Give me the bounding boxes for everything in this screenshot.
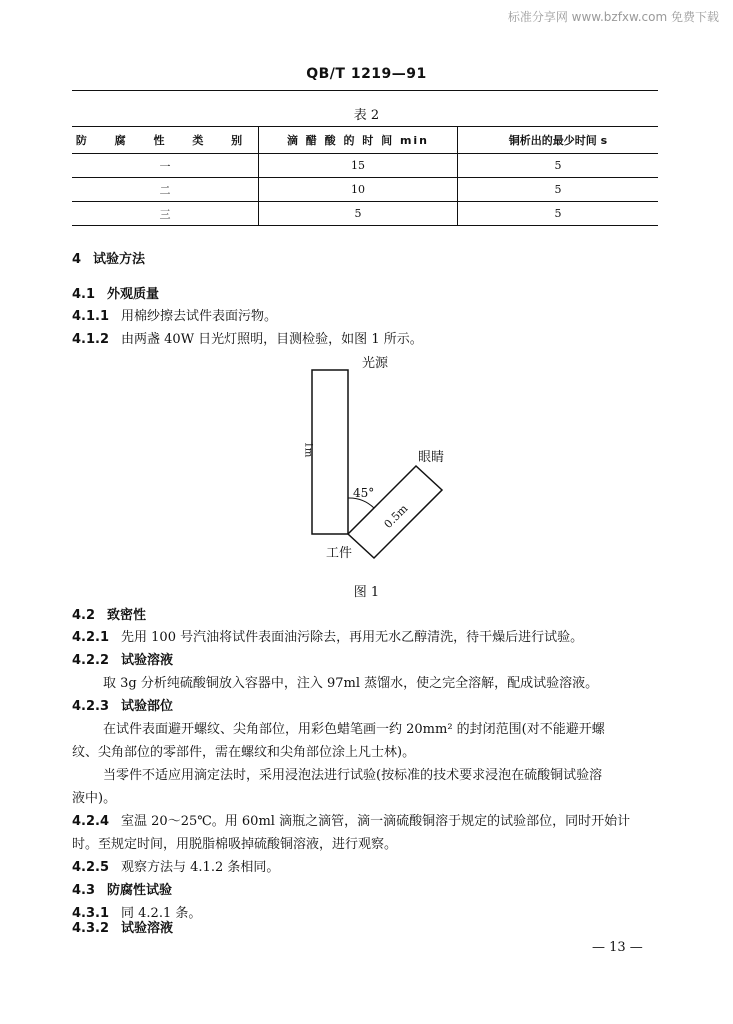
distance-1m-label: 1m bbox=[302, 441, 314, 458]
table-row bbox=[72, 178, 658, 202]
eye-label: 眼睛 bbox=[418, 450, 445, 465]
distance-05m-label: 0.5m bbox=[381, 502, 411, 531]
section-number: 4.2 bbox=[72, 608, 96, 623]
table-cell: 一 bbox=[72, 154, 259, 178]
col-header-copper-time: 铜析出的最少时间 s bbox=[458, 127, 659, 154]
section-number: 4.3 bbox=[72, 883, 96, 898]
table-cell: 5 bbox=[458, 202, 659, 226]
table-caption: 表 2 bbox=[353, 108, 380, 123]
workpiece-label: 工件 bbox=[326, 546, 353, 561]
section-title: 试验溶液 bbox=[121, 921, 174, 936]
section-number: 4 bbox=[72, 252, 82, 267]
section-number: 4.3.2 bbox=[72, 921, 110, 936]
figure-1-diagram bbox=[290, 350, 470, 580]
section-text: 由两盏 40W 日光灯照明，目测检验，如图 1 所示。 bbox=[121, 332, 423, 347]
section-title: 外观质量 bbox=[107, 287, 160, 302]
corrosion-class-table bbox=[72, 126, 658, 226]
section-4-2-3-paragraph-2-line-1: 当零件不适应用滴定法时，采用浸泡法进行试验(按标准的技术要求浸泡在硫酸铜试验溶 bbox=[103, 768, 603, 783]
section-4-3-heading bbox=[72, 879, 172, 898]
page-number: — 13 — bbox=[592, 940, 643, 955]
section-number: 4.1.2 bbox=[72, 332, 110, 347]
section-number: 4.1.1 bbox=[72, 309, 110, 324]
table-cell: 5 bbox=[259, 202, 458, 226]
section-4-2-1 bbox=[72, 626, 583, 645]
table-cell: 三 bbox=[72, 202, 259, 226]
table-cell: 5 bbox=[458, 154, 659, 178]
figure-1-caption: 图 1 bbox=[353, 585, 380, 600]
table-row bbox=[72, 202, 658, 226]
section-number: 4.3.1 bbox=[72, 906, 110, 921]
section-number: 4.2.1 bbox=[72, 630, 110, 645]
section-4-2-4-line-2: 时。至规定时间，用脱脂棉吸掉硫酸铜溶液，进行观察。 bbox=[72, 837, 398, 852]
section-4-2-3-paragraph-2-line-2: 液中)。 bbox=[72, 791, 117, 806]
figure-1-svg bbox=[290, 350, 470, 580]
table-header-row bbox=[72, 127, 658, 154]
angle-label: 45° bbox=[353, 486, 375, 500]
section-text: 同 4.2.1 条。 bbox=[121, 906, 202, 921]
section-text: 用棉纱擦去试件表面污物。 bbox=[121, 309, 278, 324]
table-cell: 二 bbox=[72, 178, 259, 202]
standard-code-header: QB/T 1219—91 bbox=[306, 66, 427, 82]
section-text: 先用 100 号汽油将试件表面油污除去，再用无水乙醇清洗，待干燥后进行试验。 bbox=[121, 630, 584, 645]
section-4-heading bbox=[72, 248, 145, 267]
section-title: 试验溶液 bbox=[121, 653, 174, 668]
section-number: 4.2.2 bbox=[72, 653, 110, 668]
section-4-2-heading bbox=[72, 604, 146, 623]
section-4-2-3-heading bbox=[72, 695, 173, 714]
section-4-2-3-paragraph-1-line-1: 在试件表面避开螺纹、尖角部位，用彩色蜡笔画一约 20mm² 的封闭范围(对不能避开螺 bbox=[103, 722, 605, 737]
light-source-label: 光源 bbox=[362, 356, 389, 371]
section-number: 4.2.3 bbox=[72, 699, 110, 714]
section-4-1-1 bbox=[72, 305, 277, 324]
section-title: 致密性 bbox=[107, 608, 147, 623]
table-cell: 15 bbox=[259, 154, 458, 178]
section-4-2-2-body: 取 3g 分析纯硫酸铜放入容器中，注入 97ml 蒸馏水，使之完全溶解，配成试验溶液。 bbox=[103, 676, 599, 691]
light-source-shape bbox=[312, 370, 348, 534]
section-number: 4.1 bbox=[72, 287, 96, 302]
table-cell: 5 bbox=[458, 178, 659, 202]
section-4-2-3-paragraph-1-line-2: 纹、尖角部位的零部件，需在螺纹和尖角部位涂上凡士林)。 bbox=[72, 745, 416, 760]
section-4-1-heading bbox=[72, 283, 159, 302]
section-text: 室温 20～25℃。用 60ml 滴瓶之滴管，滴一滴硫酸铜溶于规定的试验部位，同时开始计 bbox=[121, 814, 631, 829]
section-text: 观察方法与 4.1.2 条相同。 bbox=[121, 860, 280, 875]
section-4-2-4-line-1 bbox=[72, 810, 630, 829]
table-row bbox=[72, 154, 658, 178]
section-4-2-5 bbox=[72, 856, 279, 875]
col-header-class: 防 腐 性 类 别 bbox=[72, 127, 259, 154]
col-header-acid-time: 滴 醋 酸 的 时 间 min bbox=[259, 127, 458, 154]
watermark: 标准分享网 www.bzfxw.com 免费下载 bbox=[507, 10, 719, 24]
section-4-3-2-heading bbox=[72, 917, 173, 936]
section-title: 试验部位 bbox=[121, 699, 174, 714]
section-number: 4.2.5 bbox=[72, 860, 110, 875]
table-cell: 10 bbox=[259, 178, 458, 202]
section-title: 试验方法 bbox=[93, 252, 146, 267]
section-4-2-2-heading bbox=[72, 649, 173, 668]
section-number: 4.2.4 bbox=[72, 814, 110, 829]
header-rule bbox=[72, 90, 658, 91]
section-4-1-2 bbox=[72, 328, 423, 347]
section-title: 防腐性试验 bbox=[107, 883, 173, 898]
